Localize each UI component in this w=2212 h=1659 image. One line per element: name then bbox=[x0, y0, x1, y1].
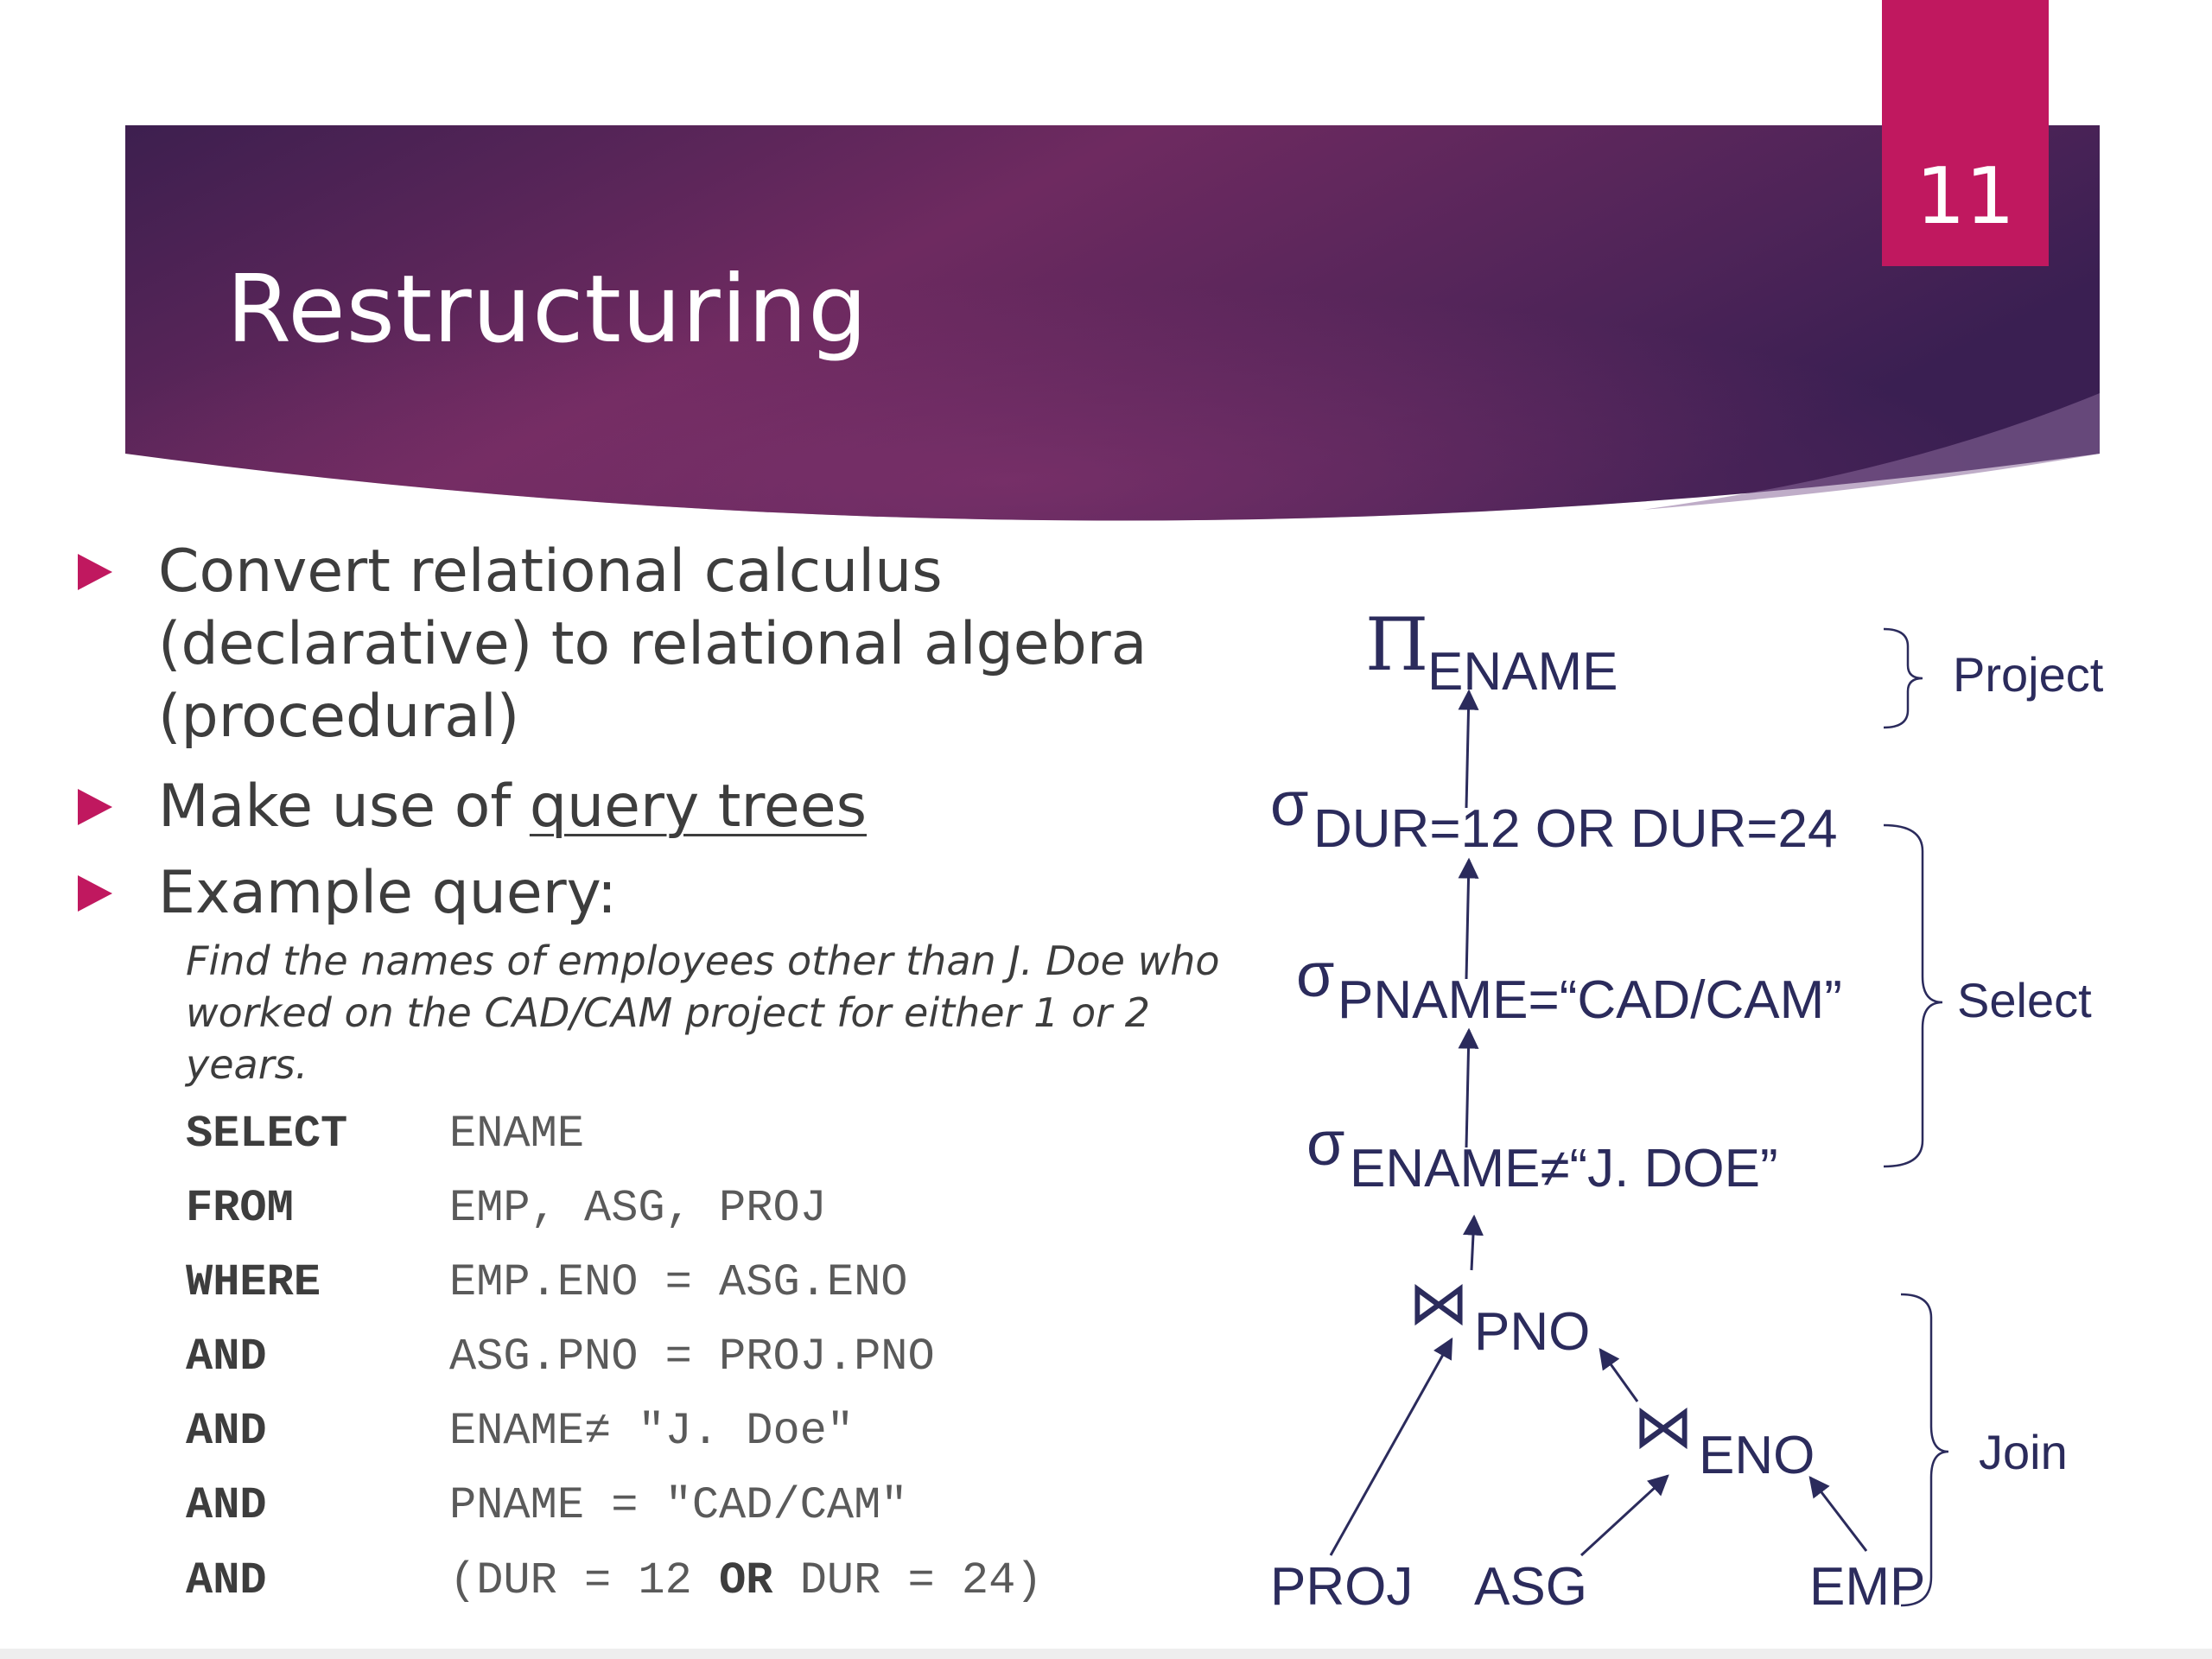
join-subscript: ENO bbox=[1699, 1426, 1815, 1485]
sql-keyword: AND bbox=[186, 1480, 267, 1531]
sigma-symbol: σ bbox=[1306, 1109, 1345, 1179]
edge-emp-to-join bbox=[1810, 1478, 1866, 1551]
edge-select-to-select bbox=[1466, 1030, 1469, 1147]
group-braces bbox=[1884, 629, 1948, 1605]
sigma-symbol: σ bbox=[1296, 941, 1335, 1010]
group-label-join: Join bbox=[1979, 1425, 2068, 1479]
bullet-line: (declarative) to relational algebra bbox=[158, 610, 1147, 678]
sql-or-keyword: OR bbox=[719, 1555, 773, 1606]
select-subscript: ENAME≠“J. DOE” bbox=[1350, 1139, 1778, 1198]
edge-join-to-join bbox=[1600, 1350, 1637, 1402]
group-label-select: Select bbox=[1957, 973, 2092, 1027]
edge-proj-to-join bbox=[1331, 1339, 1452, 1555]
leaf-emp: EMP bbox=[1809, 1557, 1926, 1617]
sql-value: ASG.PNO = PROJ.PNO bbox=[449, 1332, 935, 1382]
group-label-project: Project bbox=[1953, 647, 2104, 702]
sql-value-part: (DUR = 12 bbox=[449, 1555, 720, 1606]
example-description: Find the names of employees other than J. Doe who worked on the CAD/CAM project for either 1 or 2 years. bbox=[186, 938, 1220, 1088]
leaf-asg: ASG bbox=[1474, 1557, 1587, 1617]
bullet-text: Make use of bbox=[158, 772, 530, 841]
select-node-dur bbox=[1270, 770, 1837, 859]
project-node bbox=[1365, 602, 1618, 702]
project-brace bbox=[1884, 629, 1923, 728]
select-brace bbox=[1884, 825, 1942, 1166]
sql-value: EMP, ASG, PROJ bbox=[449, 1183, 827, 1234]
join-symbol: ⋈ bbox=[1633, 1391, 1694, 1462]
edge-select-to-select bbox=[1466, 860, 1469, 979]
join-node-pno bbox=[1408, 1268, 1590, 1362]
pi-symbol: Π bbox=[1365, 602, 1429, 687]
query-trees-link[interactable]: query trees bbox=[529, 772, 868, 841]
sql-keyword: WHERE bbox=[186, 1257, 321, 1308]
edge-select-to-project bbox=[1466, 691, 1469, 808]
sql-value: PNAME = "CAD/CAM" bbox=[449, 1480, 908, 1531]
edge-asg-to-join bbox=[1581, 1476, 1668, 1555]
join-symbol: ⋈ bbox=[1408, 1268, 1469, 1338]
join-node-eno bbox=[1633, 1391, 1815, 1485]
bullet-line: (procedural) bbox=[158, 683, 520, 751]
sql-keyword: SELECT bbox=[186, 1109, 348, 1160]
select-node-pname bbox=[1296, 941, 1842, 1030]
sql-keyword: AND bbox=[186, 1555, 267, 1606]
sql-keyword: AND bbox=[186, 1332, 267, 1382]
bullet-line: Example query: bbox=[158, 859, 617, 927]
project-subscript: ENAME bbox=[1427, 642, 1618, 702]
sql-value: ENAME bbox=[449, 1109, 585, 1160]
page-number: 11 bbox=[1916, 151, 2015, 242]
sql-value: EMP.ENO = ASG.ENO bbox=[449, 1257, 908, 1308]
sql-keyword: FROM bbox=[186, 1183, 294, 1234]
slide-title: Restructuring bbox=[226, 256, 868, 364]
leaf-proj: PROJ bbox=[1270, 1557, 1414, 1617]
select-subscript: PNAME=“CAD/CAM” bbox=[1338, 970, 1842, 1030]
sql-keyword: AND bbox=[186, 1406, 267, 1457]
join-subscript: PNO bbox=[1474, 1302, 1591, 1362]
sigma-symbol: σ bbox=[1270, 770, 1309, 839]
sql-value-part: DUR = 24) bbox=[772, 1555, 1043, 1606]
edge-join-to-select bbox=[1471, 1217, 1474, 1270]
bullet-line: Convert relational calculus bbox=[158, 537, 943, 606]
select-subscript: DUR=12 OR DUR=24 bbox=[1313, 799, 1838, 859]
sql-value: ENAME≠ "J. Doe" bbox=[449, 1406, 855, 1457]
select-node-ename bbox=[1306, 1109, 1778, 1198]
